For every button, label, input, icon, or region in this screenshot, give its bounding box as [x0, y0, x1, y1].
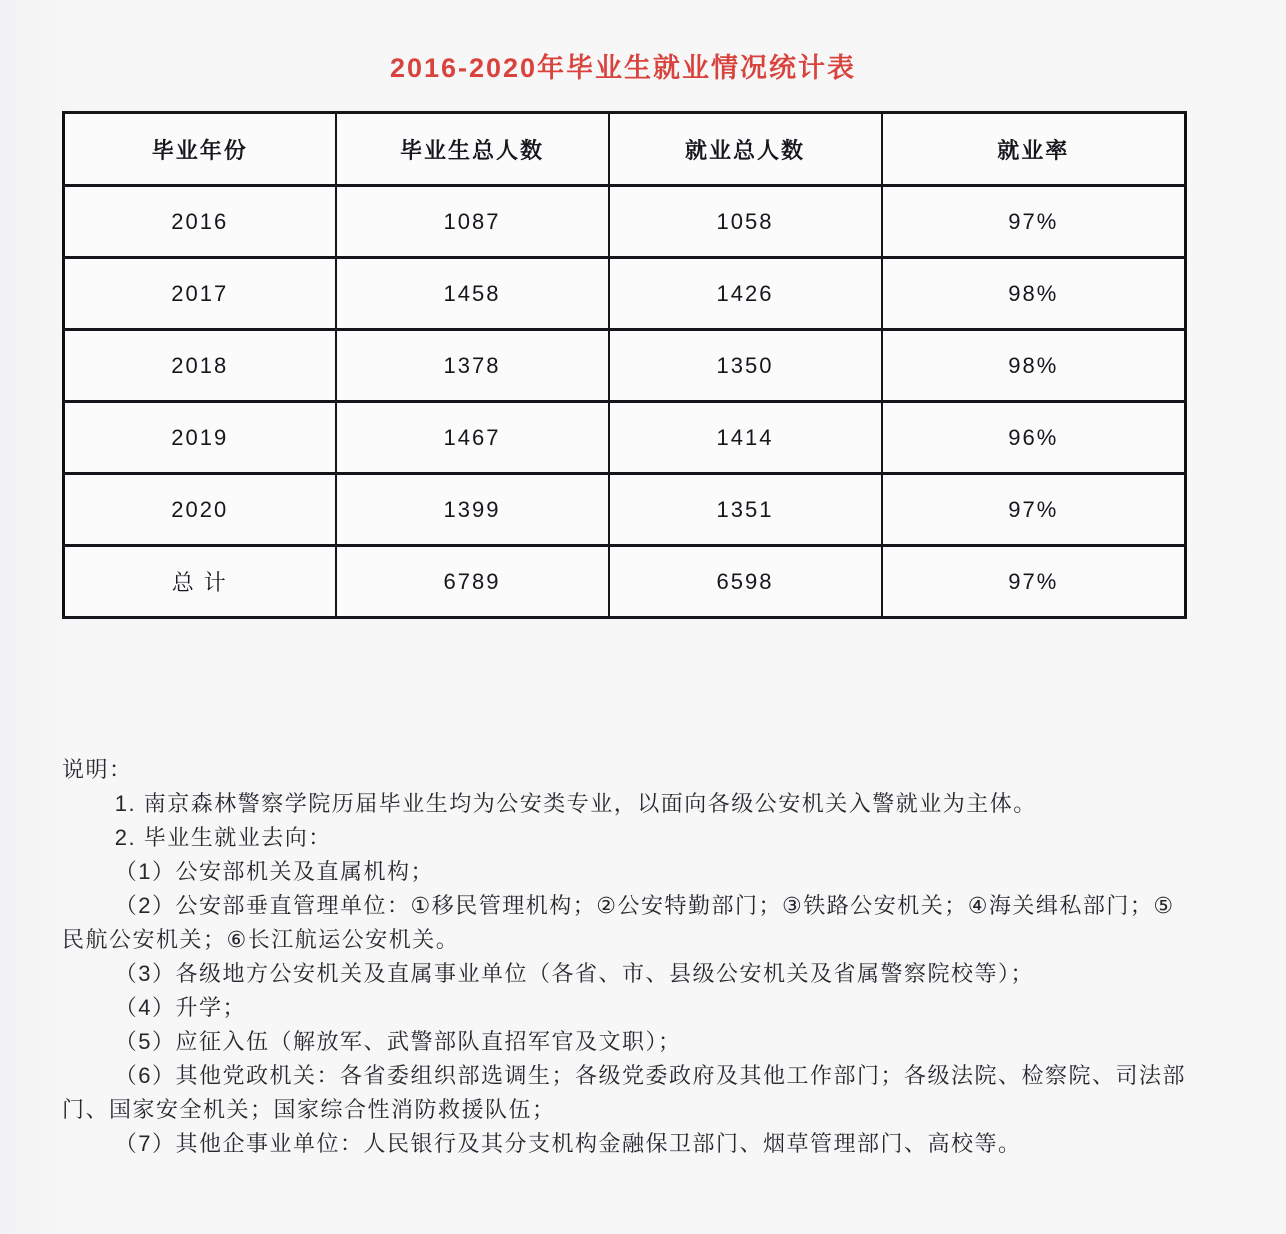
- note-item-2-5: （5）应征入伍（解放军、武警部队直招军官及文职）；: [114, 1029, 682, 1054]
- cell-total-employed: 1351: [609, 474, 882, 546]
- table-row-2020: [64, 474, 1186, 546]
- cell-total-employed: 1058: [609, 186, 882, 258]
- header-cell-employment-rate: 就业率: [882, 113, 1186, 186]
- table-row-2018: [64, 330, 1186, 402]
- cell-employment-rate: 97%: [882, 546, 1186, 618]
- notes-section: [62, 753, 1192, 1161]
- note-item-2-2: （2）公安部垂直管理单位：①移民管理机构；②公安特勤部门；③铁路公安机关；④海关缉私部门；⑤民航公安机关；⑥长江航运公安机关。: [62, 893, 1175, 952]
- note-item-1: 1. 南京森林警察学院历届毕业生均为公安类专业，以面向各级公安机关入警就业为主体。: [114, 791, 1037, 816]
- note-item-2-4: （4）升学；: [114, 995, 247, 1020]
- note-item-2-3: （3）各级地方公安机关及直属事业单位（各省、市、县级公安机关及省属警察院校等）；: [114, 961, 1035, 986]
- cell-year: 2017: [64, 258, 336, 330]
- note-item-2: 2. 毕业生就业去向：: [114, 825, 332, 850]
- cell-employment-rate: 97%: [882, 474, 1186, 546]
- header-cell-total-graduates: 毕业生总人数: [336, 113, 609, 186]
- cell-total-employed: 6598: [609, 546, 882, 618]
- table-row-2016: [64, 186, 1186, 258]
- cell-year: 2020: [64, 474, 336, 546]
- employment-stats-table: [62, 111, 1187, 619]
- table-row-total: [64, 546, 1186, 618]
- table-row-2019: [64, 402, 1186, 474]
- cell-total-graduates: 6789: [336, 546, 609, 618]
- cell-total-graduates: 1467: [336, 402, 609, 474]
- cell-total-graduates: 1378: [336, 330, 609, 402]
- notes-heading: 说明：: [62, 757, 133, 782]
- note-item-2-6: （6）其他党政机关：各省委组织部选调生；各级党委政府及其他工作部门；各级法院、检察院、司法部门、国家安全机关；国家综合性消防救援队伍；: [62, 1063, 1187, 1122]
- page-title: 2016-2020年毕业生就业情况统计表: [389, 53, 857, 83]
- table-header-row: [64, 113, 1186, 186]
- cell-employment-rate: 98%: [882, 258, 1186, 330]
- table-row-2017: [64, 258, 1186, 330]
- cell-employment-rate: 98%: [882, 330, 1186, 402]
- cell-total-employed: 1350: [609, 330, 882, 402]
- cell-total-graduates: 1458: [336, 258, 609, 330]
- cell-total-employed: 1414: [609, 402, 882, 474]
- cell-year: 2019: [64, 402, 336, 474]
- cell-total-employed: 1426: [609, 258, 882, 330]
- header-cell-year: 毕业年份: [64, 113, 336, 186]
- header-cell-total-employed: 就业总人数: [609, 113, 882, 186]
- cell-total-label: 总 计: [64, 546, 336, 618]
- note-item-2-7: （7）其他企事业单位：人民银行及其分支机构金融保卫部门、烟草管理部门、高校等。: [114, 1131, 1022, 1156]
- cell-total-graduates: 1087: [336, 186, 609, 258]
- cell-employment-rate: 96%: [882, 402, 1186, 474]
- cell-employment-rate: 97%: [882, 186, 1186, 258]
- cell-year: 2018: [64, 330, 336, 402]
- cell-total-graduates: 1399: [336, 474, 609, 546]
- cell-year: 2016: [64, 186, 336, 258]
- note-item-2-1: （1）公安部机关及直属机构；: [114, 859, 435, 884]
